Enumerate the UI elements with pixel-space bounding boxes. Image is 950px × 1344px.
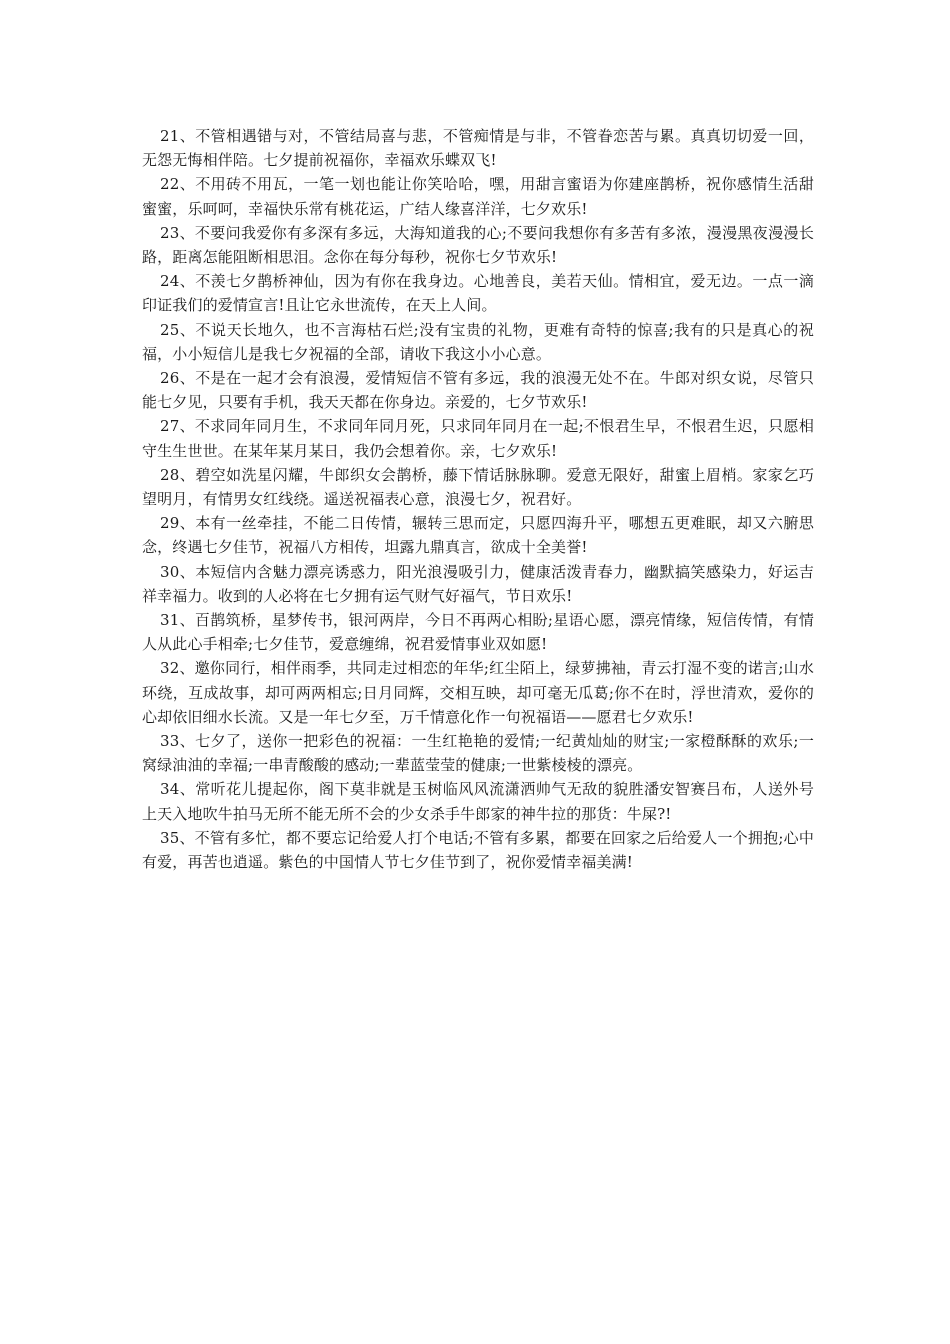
paragraph-25: 25、不说天长地久，也不言海枯石烂;没有宝贵的礼物，更难有奇特的惊喜;我有的只是真心的祝福，小小短信儿是我七夕祝福的全部，请收下我这小小心意。 [142, 320, 814, 363]
paragraph-30: 30、本短信内含魅力漂亮诱惑力，阳光浪漫吸引力，健康活泼青春力，幽默搞笑感染力，好运吉祥幸福力。收到的人必将在七夕拥有运气财气好福气，节日欢乐! [142, 562, 814, 605]
paragraph-26: 26、不是在一起才会有浪漫，爱情短信不管有多远，我的浪漫无处不在。牛郎对织女说，尽管只能七夕见，只要有手机，我天天都在你身边。亲爱的，七夕节欢乐! [142, 369, 814, 412]
paragraph-28: 28、碧空如洗星闪耀，牛郎织女会鹊桥，藤下情话脉脉聊。爱意无限好，甜蜜上眉梢。家家乞巧望明月，有情男女红线绕。遥送祝福表心意，浪漫七夕，祝君好。 [142, 465, 814, 509]
paragraph-21: 21、不管相遇错与对，不管结局喜与悲，不管痴情是与非，不管眷恋苦与累。真真切切爱一回，无怨无悔相伴陪。七夕提前祝福你，幸福欢乐蝶双飞! [142, 127, 814, 170]
paragraph-27: 27、不求同年同月生，不求同年同月死，只求同年同月在一起;不恨君生早，不恨君生迟，只愿相守生生世世。在某年某月某日，我仍会想着你。亲，七夕欢乐! [142, 417, 814, 460]
document-body [142, 124, 814, 874]
paragraph-24: 24、不羡七夕鹊桥神仙，因为有你在我身边。心地善良，美若天仙。情相宜，爱无边。一点一滴印证我们的爱情宣言!且让它永世流传，在天上人间。 [142, 272, 814, 315]
paragraph-29: 29、本有一丝牵挂，不能二日传情，辗转三思而定，只愿四海升平，哪想五更难眠，却又六腑思念，终遇七夕佳节，祝福八方相传，坦露九鼎真言，欲成十全美誉! [142, 514, 814, 557]
paragraph-22: 22、不用砖不用瓦，一笔一划也能让你笑哈哈，嘿，用甜言蜜语为你建座鹊桥，祝你感情生活甜蜜蜜，乐呵呵，幸福快乐常有桃花运，广结人缘喜洋洋，七夕欢乐! [142, 175, 814, 218]
paragraph-32: 32、邀你同行，相伴雨季，共同走过相恋的年华;红尘陌上，绿萝拂袖，青云打湿不变的诺言;山水环绕，互成故事，却可两两相忘;日月同辉，交相互映，却可毫无瓜葛;你不在时，浮世清欢，爱你的心却依旧细水长流。又是一年七夕至，万千情意化作一句祝福语——愿君七夕欢乐! [142, 659, 814, 726]
paragraph-35: 35、不管有多忙，都不要忘记给爱人打个电话;不管有多累，都要在回家之后给爱人一个拥抱;心中有爱，再苦也逍遥。紫色的中国情人节七夕佳节到了，祝你爱情幸福美满! [142, 828, 814, 872]
paragraph-31: 31、百鹊筑桥，星梦传书，银河两岸，今日不再两心相盼;星语心愿，漂亮情缘，短信传情，有情人从此心手相牵;七夕佳节，爱意缠绵，祝君爱情事业双如愿! [142, 611, 814, 654]
paragraph-33: 33、七夕了，送你一把彩色的祝福：一生红艳艳的爱情;一纪黄灿灿的财宝;一家橙酥酥的欢乐;一窝绿油油的幸福;一串青酸酸的感动;一辈蓝莹莹的健康;一世紫棱棱的漂亮。 [142, 732, 814, 775]
paragraph-34: 34、常听花儿提起你，阁下莫非就是玉树临风风流潇洒帅气无敌的貌胜潘安智赛吕布，人送外号上天入地吹牛拍马无所不能无所不会的少女杀手牛郎家的神牛拉的那货：牛屎?! [142, 780, 814, 823]
paragraph-23: 23、不要问我爱你有多深有多远，大海知道我的心;不要问我想你有多苦有多浓，漫漫黑夜漫漫长路，距离怎能阻断相思泪。念你在每分每秒，祝你七夕节欢乐! [142, 223, 814, 267]
